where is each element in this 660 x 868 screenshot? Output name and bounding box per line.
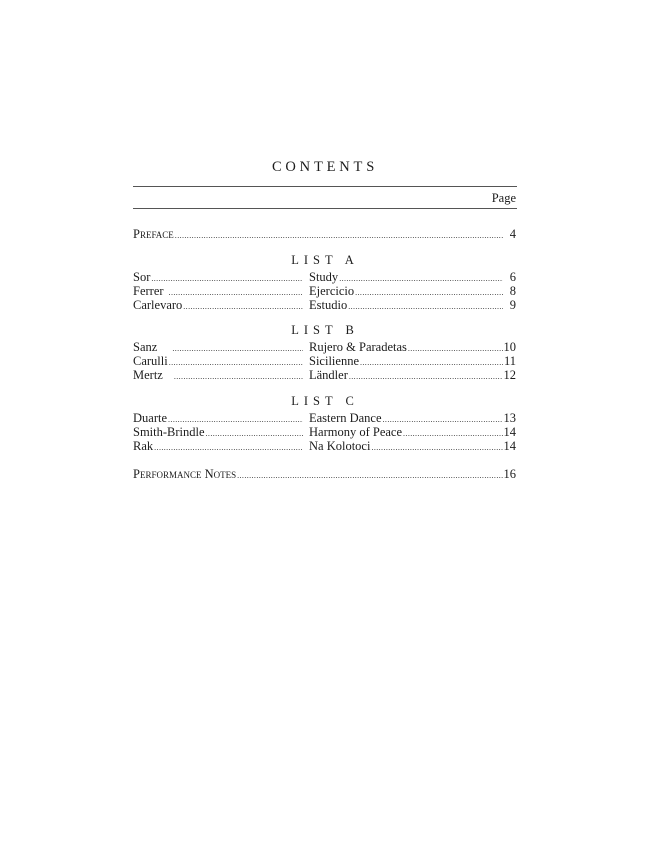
dot-leader <box>175 229 503 243</box>
dot-leader <box>371 441 502 455</box>
toc-page-number: 4 <box>509 227 516 241</box>
composer-name: Sor <box>133 270 151 284</box>
toc-page-number: 14 <box>503 425 516 439</box>
piece-title: Estudio <box>309 298 348 312</box>
page-title: CONTENTS <box>271 159 379 175</box>
composer-name: Ferrer <box>133 284 164 298</box>
toc-page-number: 10 <box>503 340 516 354</box>
page-column-header: Page <box>491 191 516 205</box>
composer-entry <box>133 439 304 455</box>
piece-entry <box>309 368 516 384</box>
dot-leader <box>348 300 503 314</box>
toc-page-number: 13 <box>503 411 516 425</box>
toc-row <box>133 368 516 382</box>
composer-name: Smith-Brindle <box>133 425 205 439</box>
section-heading-list-c: LIST C <box>291 394 359 408</box>
toc-entry <box>133 467 516 483</box>
composer-name: Carulli <box>133 354 168 368</box>
composer-entry <box>133 298 304 314</box>
piece-title: Rujero & Paradetas <box>309 340 407 354</box>
composer-name: Carlevaro <box>133 298 183 312</box>
piece-title: Study <box>309 270 339 284</box>
composer-name: Duarte <box>133 411 168 425</box>
toc-row <box>133 340 516 354</box>
toc-entry <box>133 227 516 243</box>
toc-page-number: 14 <box>503 439 516 453</box>
piece-title: Harmony of Peace <box>309 425 403 439</box>
toc-page-number: 9 <box>509 298 516 312</box>
toc-row <box>133 298 516 312</box>
toc-row <box>133 354 516 368</box>
toc-label: Performance Notes <box>133 467 237 481</box>
piece-title: Ländler <box>309 368 348 382</box>
piece-entry <box>309 439 516 455</box>
piece-title: Ejercicio <box>309 284 355 298</box>
toc-row <box>133 284 516 298</box>
piece-title: Sicilienne <box>309 354 359 368</box>
dot-leader <box>237 469 502 483</box>
toc-row <box>133 270 516 284</box>
composer-name: Sanz <box>133 340 158 354</box>
toc-page-number: 16 <box>503 467 516 481</box>
piece-entry <box>309 298 516 314</box>
section-heading-list-b: LIST B <box>291 323 359 337</box>
toc-row <box>133 425 516 439</box>
toc-row <box>133 411 516 425</box>
toc-label: Preface <box>133 227 174 241</box>
toc-row-performance-notes <box>133 467 516 481</box>
section-heading-list-a: LIST A <box>291 253 359 267</box>
dot-leader <box>174 370 303 384</box>
toc-row-preface <box>133 227 516 241</box>
composer-name: Rak <box>133 439 154 453</box>
dot-leader <box>349 370 503 384</box>
piece-title: Na Kolotoci <box>309 439 371 453</box>
composer-entry <box>133 368 304 384</box>
dot-leader <box>154 441 303 455</box>
toc-page-number: 8 <box>509 284 516 298</box>
composer-name: Mertz <box>133 368 163 382</box>
toc-page-number: 12 <box>503 368 516 382</box>
piece-title: Eastern Dance <box>309 411 382 425</box>
top-rule <box>133 186 517 187</box>
toc-page-number: 11 <box>503 354 516 368</box>
toc-row <box>133 439 516 453</box>
toc-page-number: 6 <box>509 270 516 284</box>
dot-leader <box>183 300 303 314</box>
header-rule <box>133 208 517 209</box>
